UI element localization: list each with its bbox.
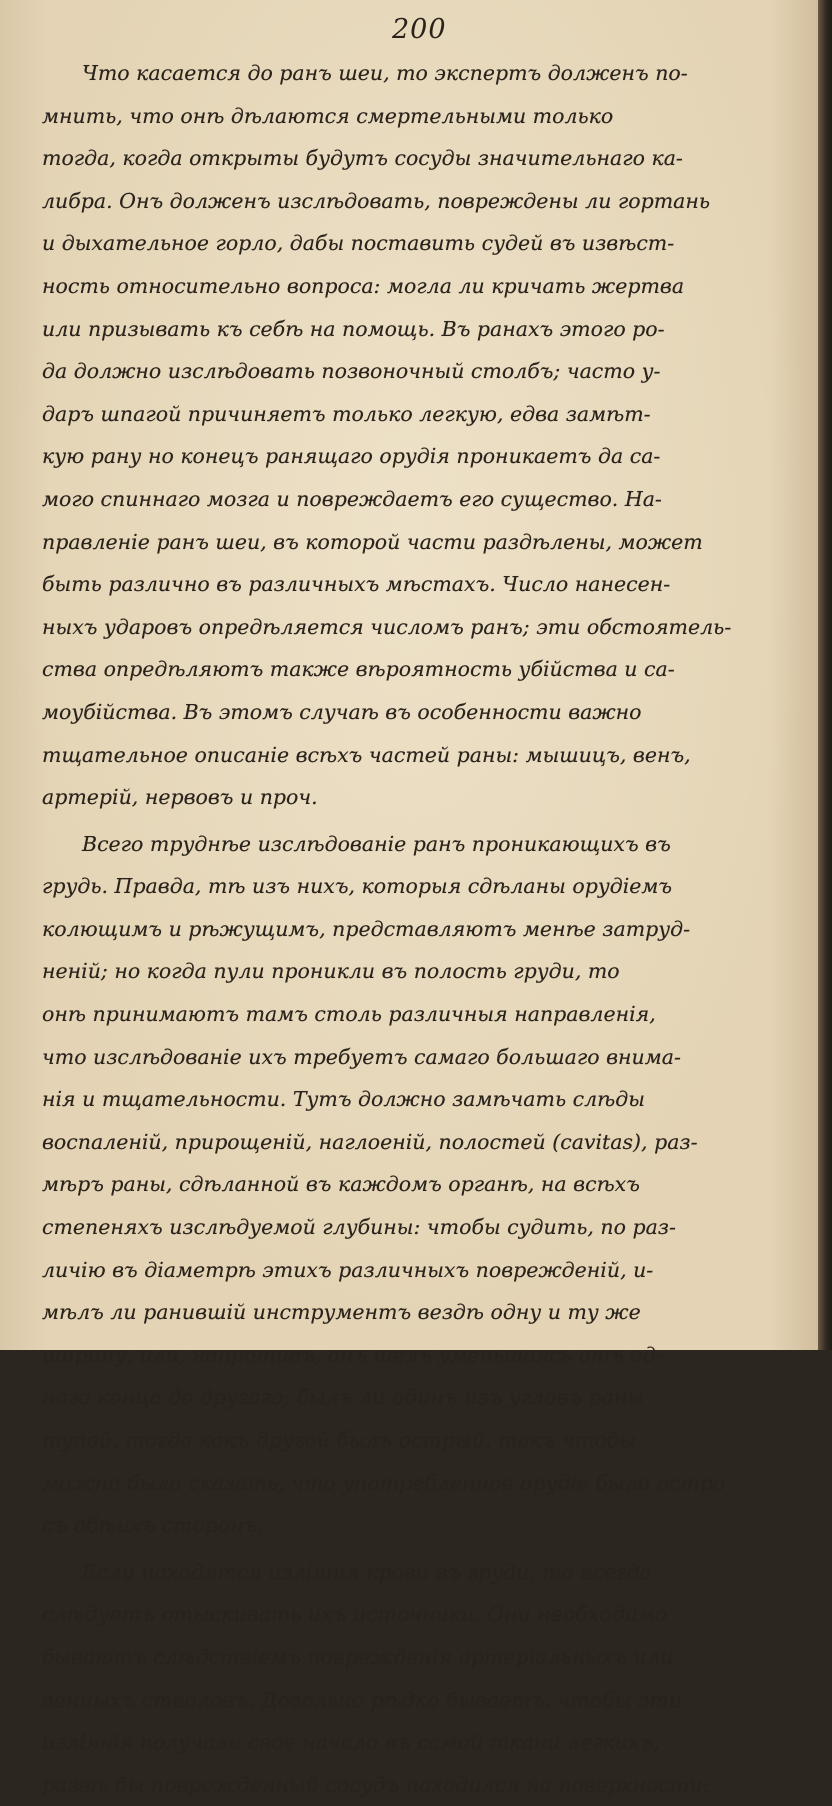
text-line: ства опредѣляютъ также вѣроятность убійства и са- xyxy=(42,657,675,682)
text-line: бываютъ слѣдствіемъ поврежденія артеріальныхъ или xyxy=(42,1644,674,1669)
text-line: неній; но когда пули проникли въ полость груди, то xyxy=(42,959,620,984)
text-line: моубійства. Въ этомъ случаѣ въ особенности важно xyxy=(42,699,642,724)
text-line: можно было сказать, что употребленное орудіе было остро xyxy=(42,1470,726,1495)
handwritten-text xyxy=(42,52,802,1806)
text-line: или призывать къ себѣ на помощь. Въ ранахъ этого ро- xyxy=(42,316,665,341)
text-line: тогда, когда открыты будутъ сосуды значительнаго ка- xyxy=(42,146,683,171)
text-line: мнить, что онѣ дѣлаются смертельными только xyxy=(42,103,614,128)
text-line: ность относительно вопроса: могла ли кричать жертва xyxy=(42,273,685,298)
text-line: ширину, или, напротивъ, онъ шелъ уменьшаясь отъ од- xyxy=(42,1342,663,1367)
text-line: колющимъ и рѣжущимъ, представляютъ менѣе затруд- xyxy=(42,916,691,941)
text-line: нія и тщательности. Тутъ должно замѣчать слѣды xyxy=(42,1087,645,1112)
text-line: развѣ бы поврежденный сосудъ находился на поверхности; xyxy=(42,1772,710,1797)
text-line: что изслѣдованіе ихъ требуетъ самаго большаго внима- xyxy=(42,1044,681,1069)
text-line: быть различно въ различныхъ мѣстахъ. Число нанесен- xyxy=(42,572,671,597)
text-line: тупой, тогда какъ другой былъ острый, такъ чтобы xyxy=(42,1428,636,1452)
text-line: слѣдуетъ отыскивать ихъ источники. Они необходимо xyxy=(42,1602,668,1627)
text-line: ного конца до другаго; былъ ли одинъ изъ угловъ раны xyxy=(42,1385,645,1410)
text-line: кую рану но конецъ ранящаго орудія проникаетъ да са- xyxy=(42,444,661,469)
text-line: либра. Онъ долженъ изслѣдовать, повреждены ли гортань xyxy=(42,188,711,213)
text-line: грудь. Правда, тѣ изъ нихъ, которыя сдѣланы орудіемъ xyxy=(42,874,673,899)
text-line: ныхъ ударовъ опредѣляется числомъ ранъ; эти обстоятель- xyxy=(42,614,732,639)
text-line: правленіе ранъ шеи, въ которой части раздѣлены, может xyxy=(42,529,703,554)
text-line: степеняхъ изслѣдуемой глубины: чтобы судить, по раз- xyxy=(42,1215,676,1240)
text-line: и дыхательное горло, дабы поставить судей въ извѣст- xyxy=(42,231,675,256)
text-line: тщательное описаніе всѣхъ частей раны: мышицъ, венъ, xyxy=(42,742,691,767)
text-line: воспаленій, прирощеній, наглоеній, полостей (cavitas), раз- xyxy=(42,1129,698,1154)
page-number: 200 xyxy=(392,14,447,45)
text-line: мѣръ раны, сдѣланной въ каждомъ органѣ, на всѣхъ xyxy=(42,1172,640,1197)
text-line: онѣ принимаютъ тамъ столь различныя направленія, xyxy=(42,1002,656,1027)
text-line: артерій, нервовъ и проч. xyxy=(42,785,318,810)
text-line: Если находятся изліянія крови въ груди, то всегда xyxy=(82,1559,652,1584)
text-line: Всего труднѣе изслѣдованіе ранъ проникающихъ въ xyxy=(82,831,671,856)
book-edge xyxy=(818,0,832,1350)
text-line: да должно изслѣдовать позвоночный столбъ; часто у- xyxy=(42,359,661,384)
text-line: мого спиннаго мозга и повреждаетъ его существо. На- xyxy=(42,486,662,511)
text-line: венныхъ стволовъ. Довольно рѣдко бываетъ, чтобы эти xyxy=(42,1687,682,1712)
text-line: мѣлъ ли ранившій инструментъ вездѣ одну и ту же xyxy=(42,1300,641,1325)
text-line: даръ шпагой причиняетъ только легкую, едва замѣт- xyxy=(42,401,651,426)
text-line: изліянія получали свое начало въ самой ткани легкихъ, xyxy=(42,1730,660,1755)
text-line: съ обѣихъ сторонъ. xyxy=(42,1513,264,1538)
text-line: личію въ діаметрѣ этихъ различныхъ поврежденій, и- xyxy=(42,1257,654,1282)
text-line: Что касается до ранъ шеи, то экспертъ долженъ по- xyxy=(82,61,688,85)
